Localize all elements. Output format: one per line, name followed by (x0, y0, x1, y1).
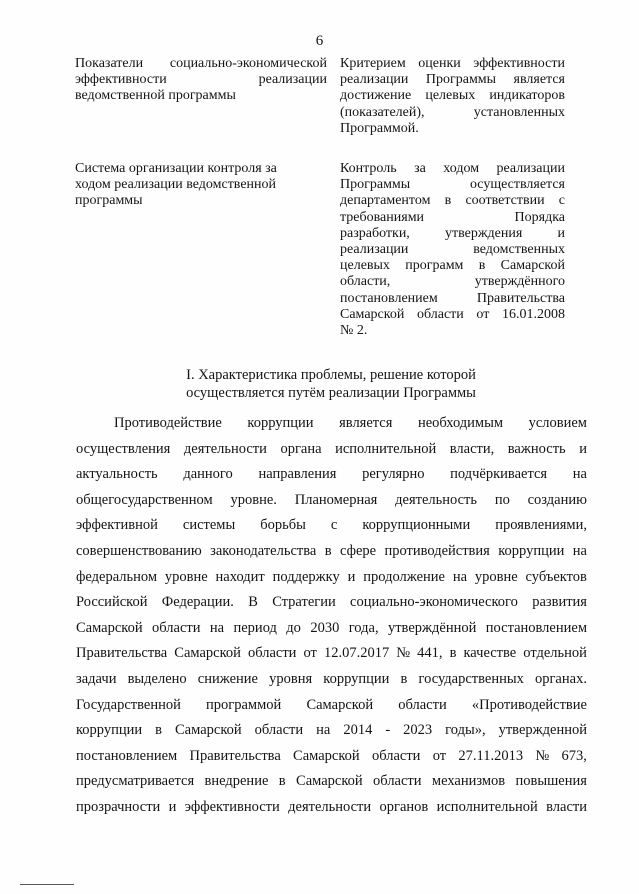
text-line: области, утверждённого (340, 274, 565, 290)
text-line: № 2. (340, 322, 368, 338)
text-line: федеральном уровне находит поддержку и продолжение на уровне субъектов (76, 568, 587, 585)
text-line: департаментом в соответствии с (340, 193, 565, 209)
text-line: постановлением Правительства Самарской области от 27.11.2013 № 673, (76, 747, 587, 764)
section-heading-line: осуществляется путём реализации Программы (186, 385, 476, 401)
text-line: осуществления деятельности органа исполнительной власти, важность и (76, 440, 587, 457)
text-line: программы (75, 193, 143, 209)
text-line: Контроль за ходом реализации (340, 161, 565, 176)
text-line: эффективной системы борьбы с коррупционными проявлениями, (76, 517, 587, 534)
text-line: Система организации контроля за (75, 161, 277, 176)
text-line: ходом реализации ведомственной (75, 177, 277, 193)
passport-row-label (75, 161, 327, 210)
text-line: Государственной программой Самарской области «Противодействие (76, 696, 587, 713)
text-line: Показатели социально-экономической (75, 56, 327, 71)
text-line: ведомственной программы (75, 88, 236, 104)
text-line: Правительства Самарской области от 12.07.2017 № 441, в качестве отдельной (76, 645, 587, 662)
text-line: задачи выделено снижение уровня коррупции в государственных органах. (76, 670, 587, 687)
section-heading-line: I. Характеристика проблемы, решение которой (186, 367, 476, 383)
text-line: разработки, утверждения и (340, 225, 565, 241)
text-line: реализации ведомственных (340, 241, 565, 257)
text-line: постановлением Правительства (340, 290, 565, 306)
passport-row-label (75, 56, 327, 105)
text-line: коррупции в Самарской области на 2014 - 2023 годы», утвержденной (76, 722, 587, 739)
text-line: Самарской области от 16.01.2008 (340, 306, 565, 322)
text-line: прозрачности и эффективности деятельности органов исполнительной власти (76, 798, 587, 815)
text-line: Самарской области на период до 2030 года, утверждённой постановлением (76, 619, 587, 636)
text-line: требованиями Порядка (340, 209, 565, 225)
text-line: достижение целевых индикаторов (340, 88, 565, 104)
text-line: предусматривается внедрение в Самарской области механизмов повышения (76, 773, 587, 790)
page-number: 6 (315, 33, 324, 49)
text-line: совершенствованию законодательства в сфере противодействия коррупции на (76, 542, 587, 559)
passport-row-value (340, 56, 565, 137)
text-line: (показателей), установленных (340, 104, 565, 120)
text-line: Программы осуществляется (340, 177, 565, 193)
text-line: эффективности реализации (75, 72, 327, 88)
text-line: Противодействие коррупции является необходимым условием (114, 415, 587, 431)
text-line: актуальность данного направления регулярно подчёркивается на (76, 466, 587, 483)
text-line: целевых программ в Самарской (340, 258, 565, 274)
passport-row-value (340, 161, 565, 339)
text-line: Критерием оценки эффективности (340, 56, 565, 71)
footer-rule (20, 884, 74, 885)
section-heading (75, 366, 587, 402)
text-line: Программой. (340, 120, 419, 136)
text-line: общегосударственном уровне. Планомерная деятельность по созданию (76, 491, 587, 508)
text-line: Российской Федерации. В Стратегии социально-экономического развития (76, 594, 587, 611)
text-line: реализации Программы является (340, 72, 565, 88)
body-paragraph (76, 413, 587, 823)
